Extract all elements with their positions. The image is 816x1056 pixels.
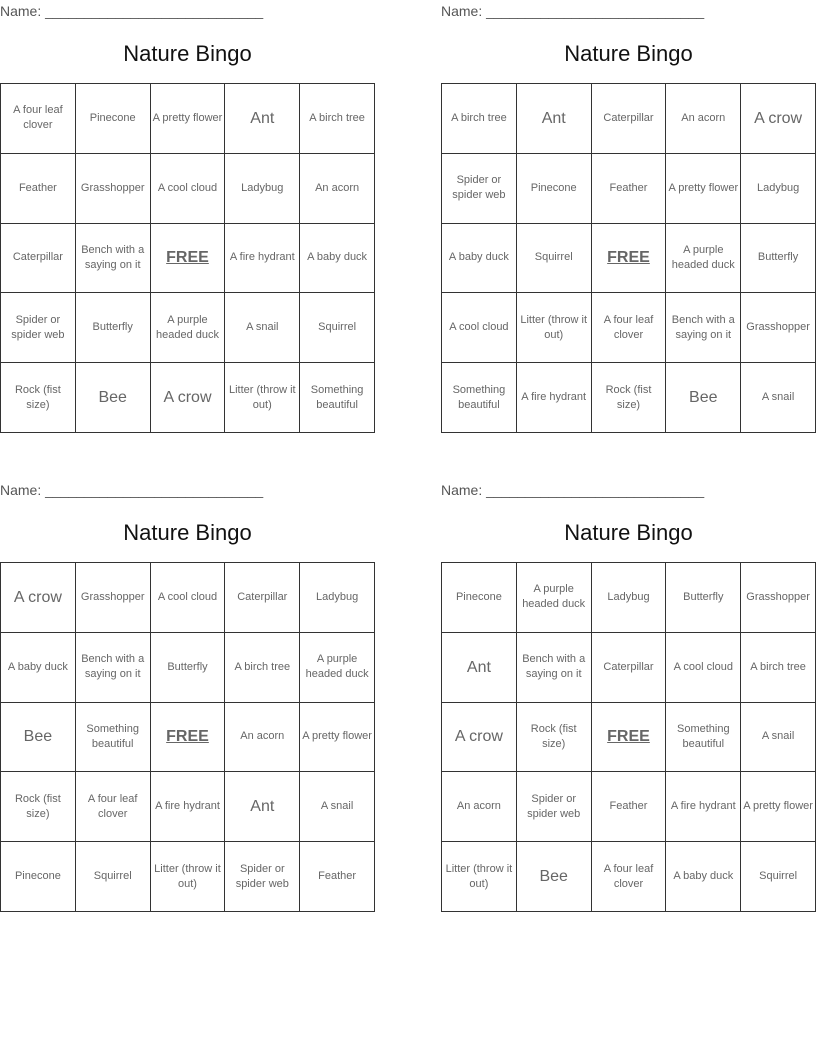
bingo-cell: A baby duck [666,842,741,912]
free-space-cell: FREE [151,224,226,294]
bingo-cell: Feather [1,154,76,224]
bingo-cell: Rock (fist size) [1,363,76,433]
bingo-cell: A pretty flower [300,703,375,773]
bingo-cell: Butterfly [76,293,151,363]
bingo-cell: A crow [741,84,816,154]
bingo-cell: A purple headed duck [666,224,741,294]
bingo-cell: Bee [1,703,76,773]
bingo-cell: Ant [517,84,592,154]
bingo-cell: Grasshopper [741,563,816,633]
bingo-cell: Butterfly [151,633,226,703]
bingo-card-1 [0,0,375,440]
bingo-cell: Pinecone [1,842,76,912]
bingo-cell: A cool cloud [442,293,517,363]
bingo-cell: Caterpillar [1,224,76,294]
bingo-cell: Litter (throw it out) [225,363,300,433]
bingo-cell: A crow [442,703,517,773]
bingo-cell: Bench with a saying on it [76,633,151,703]
bingo-cell: Ladybug [225,154,300,224]
bingo-cell: A snail [225,293,300,363]
bingo-cell: Butterfly [741,224,816,294]
bingo-cell: A four leaf clover [592,842,667,912]
bingo-cell: A pretty flower [741,772,816,842]
bingo-cell: Spider or spider web [517,772,592,842]
bingo-cell: Rock (fist size) [592,363,667,433]
bingo-cell: Bench with a saying on it [76,224,151,294]
bingo-cell: A four leaf clover [76,772,151,842]
bingo-cell: A cool cloud [151,154,226,224]
bingo-cell: Rock (fist size) [517,703,592,773]
bingo-cell: Something beautiful [300,363,375,433]
bingo-cell: An acorn [225,703,300,773]
bingo-cell: Ant [225,772,300,842]
card-title: Nature Bingo [564,41,693,66]
bingo-cell: Pinecone [517,154,592,224]
bingo-cell: Ladybug [592,563,667,633]
bingo-cell: Pinecone [442,563,517,633]
bingo-cell: Spider or spider web [442,154,517,224]
bingo-card-2 [441,0,816,440]
bingo-cell: A purple headed duck [151,293,226,363]
bingo-cell: An acorn [442,772,517,842]
bingo-card-3 [0,479,375,919]
bingo-cell: A crow [151,363,226,433]
bingo-grid [0,83,375,433]
bingo-cell: A birch tree [442,84,517,154]
bingo-cell: Rock (fist size) [1,772,76,842]
bingo-cell: A birch tree [741,633,816,703]
card-title: Nature Bingo [123,520,252,545]
bingo-cell: A birch tree [225,633,300,703]
bingo-cell: A snail [741,363,816,433]
bingo-cell: Grasshopper [76,563,151,633]
bingo-cell: Caterpillar [592,84,667,154]
free-space-cell: FREE [151,703,226,773]
free-space-cell: FREE [592,703,667,773]
bingo-cell: Caterpillar [225,563,300,633]
bingo-cell: A baby duck [300,224,375,294]
bingo-cell: A fire hydrant [517,363,592,433]
bingo-cell: A pretty flower [151,84,226,154]
card-title: Nature Bingo [564,520,693,545]
bingo-cell: Ant [442,633,517,703]
name-field-label: Name: ____________________________ [441,482,705,498]
bingo-cell: Squirrel [741,842,816,912]
bingo-cell: A four leaf clover [1,84,76,154]
card-title: Nature Bingo [123,41,252,66]
free-space-cell: FREE [592,224,667,294]
bingo-cell: Pinecone [76,84,151,154]
bingo-cell: A four leaf clover [592,293,667,363]
bingo-cell: A purple headed duck [300,633,375,703]
bingo-cell: Litter (throw it out) [151,842,226,912]
bingo-cell: Bee [517,842,592,912]
bingo-cell: A crow [1,563,76,633]
bingo-grid [441,562,816,912]
bingo-cell: Feather [592,772,667,842]
bingo-cell: Bee [666,363,741,433]
bingo-grid [0,562,375,912]
bingo-cell: Something beautiful [76,703,151,773]
bingo-cell: Litter (throw it out) [517,293,592,363]
bingo-cell: A fire hydrant [225,224,300,294]
bingo-cell: Caterpillar [592,633,667,703]
bingo-cell: Squirrel [517,224,592,294]
bingo-cell: Ladybug [741,154,816,224]
bingo-cell: Bench with a saying on it [517,633,592,703]
bingo-cell: Bee [76,363,151,433]
bingo-cell: Ladybug [300,563,375,633]
bingo-cell: Grasshopper [741,293,816,363]
bingo-grid [441,83,816,433]
bingo-cell: A cool cloud [151,563,226,633]
bingo-card-4 [441,479,816,919]
bingo-cell: A baby duck [1,633,76,703]
bingo-cell: A snail [741,703,816,773]
bingo-cell: A cool cloud [666,633,741,703]
bingo-cell: Ant [225,84,300,154]
bingo-cell: An acorn [666,84,741,154]
bingo-cell: Bench with a saying on it [666,293,741,363]
bingo-cell: Something beautiful [666,703,741,773]
bingo-cell: A birch tree [300,84,375,154]
bingo-cell: Squirrel [76,842,151,912]
name-field-label: Name: ____________________________ [441,3,705,19]
bingo-cell: An acorn [300,154,375,224]
bingo-cell: A snail [300,772,375,842]
bingo-cell: Squirrel [300,293,375,363]
bingo-cell: Feather [592,154,667,224]
bingo-cell: Spider or spider web [1,293,76,363]
bingo-cell: Butterfly [666,563,741,633]
bingo-cell: Grasshopper [76,154,151,224]
bingo-cell: Something beautiful [442,363,517,433]
bingo-cell: Litter (throw it out) [442,842,517,912]
bingo-cell: Feather [300,842,375,912]
bingo-cell: A pretty flower [666,154,741,224]
name-field-label: Name: ____________________________ [0,3,264,19]
bingo-cell: A purple headed duck [517,563,592,633]
bingo-cell: Spider or spider web [225,842,300,912]
bingo-cell: A baby duck [442,224,517,294]
bingo-cell: A fire hydrant [151,772,226,842]
name-field-label: Name: ____________________________ [0,482,264,498]
bingo-cell: A fire hydrant [666,772,741,842]
